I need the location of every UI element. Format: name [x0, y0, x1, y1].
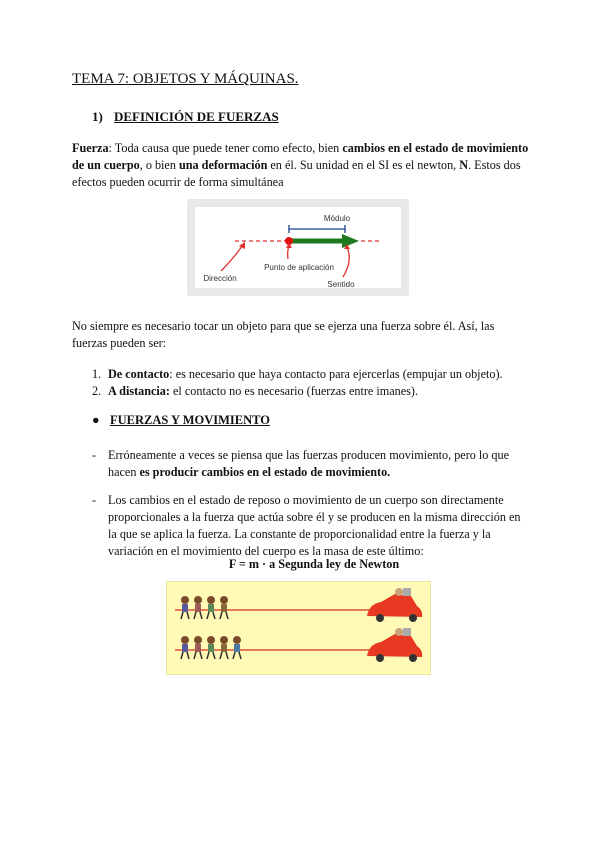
list-label: A distancia: [108, 384, 170, 398]
force-vector-arrowhead [342, 234, 359, 248]
list-item [92, 383, 503, 400]
car-pulling-svg [167, 582, 430, 674]
label-punto-aplicacion: Punto de aplicación [264, 263, 334, 272]
section-number: 1) [92, 109, 103, 124]
list-item [92, 366, 503, 383]
car [367, 628, 422, 662]
row-1 [175, 588, 422, 622]
list-label: De contacto [108, 367, 170, 381]
dash-bold-a: es producir cambios en el estado de movimiento. [139, 465, 391, 479]
dash-icon: - [92, 493, 97, 507]
dash-text: Los cambios en el estado de reposo o movimiento de un cuerpo son directamente proporcionales a la fuerza que actúa sobre él y se producen en la misma dirección en la que se aplica la fuerza. La constante de proporcionalidad entre la fuerza y la variación en el movimiento del cuerpo es la masa de este último: [108, 493, 521, 558]
dash-item [92, 492, 532, 560]
force-diagram [187, 199, 409, 296]
force-types-list [92, 366, 503, 400]
definition-term: Fuerza [72, 141, 109, 155]
definition-bold-a: cambios en el estado de movimiento de un cuerpo [72, 141, 529, 172]
definition-text-d: . Estos dos efectos pueden ocurrir de forma simultánea [72, 158, 521, 189]
definition-text-c: en él. Su unidad en el SI es el newton, [267, 158, 460, 172]
person [194, 596, 202, 619]
row-2 [175, 628, 422, 662]
person [207, 596, 215, 619]
person [207, 636, 215, 659]
subsection-heading [92, 413, 270, 428]
dash-icon: - [92, 448, 97, 462]
list-desc: el contacto no es necesario (fuerzas entre imanes). [169, 384, 418, 398]
dash-item [92, 447, 532, 481]
car-pulling-figure [166, 581, 431, 675]
pointer-direccion-head [239, 242, 245, 249]
definition-text-a: : Toda causa que puede tener como efecto, bien [108, 141, 343, 155]
label-sentido: Sentido [327, 280, 355, 289]
subsection-heading-text: FUERZAS Y MOVIMIENTO [110, 413, 270, 427]
person [181, 636, 189, 659]
definition-bold-b: una deformación [178, 158, 268, 172]
person [220, 596, 228, 619]
newton-formula: F = m · a Segunda ley de Newton [228, 557, 400, 571]
bullet-icon: ● [92, 413, 100, 427]
dash-text [108, 447, 532, 481]
label-modulo: Módulo [323, 214, 351, 223]
list-desc: : es necesario que haya contacto para ejercerlas (empujar un objeto). [169, 367, 503, 381]
definition-text-b: , o bien [139, 158, 179, 172]
person [233, 636, 241, 659]
pointer-sentido [343, 247, 349, 277]
pointer-direccion [221, 245, 243, 271]
page-title: TEMA 7: OBJETOS Y MÁQUINAS. [72, 71, 299, 87]
label-direccion: Dirección [203, 274, 237, 283]
car [367, 588, 422, 622]
section-heading [92, 109, 279, 125]
section-heading-text: DEFINICIÓN DE FUERZAS [114, 109, 279, 124]
person [181, 596, 189, 619]
person [194, 636, 202, 659]
list-text [108, 366, 503, 383]
contact-intro: No siempre es necesario tocar un objeto para que se ejerza una fuerza sobre él. Así, las fuerzas pueden ser: [72, 319, 495, 350]
list-number: 2. [92, 384, 102, 398]
list-number: 1. [92, 367, 102, 381]
definition-paragraph [72, 140, 532, 191]
definition-bold-c: N [459, 158, 469, 172]
dash-text-a: Erróneamente a veces se piensa que las fuerzas producen movimiento, pero lo que hacen [108, 448, 510, 479]
list-text [108, 383, 418, 400]
person [220, 636, 228, 659]
force-diagram-svg [187, 199, 409, 296]
